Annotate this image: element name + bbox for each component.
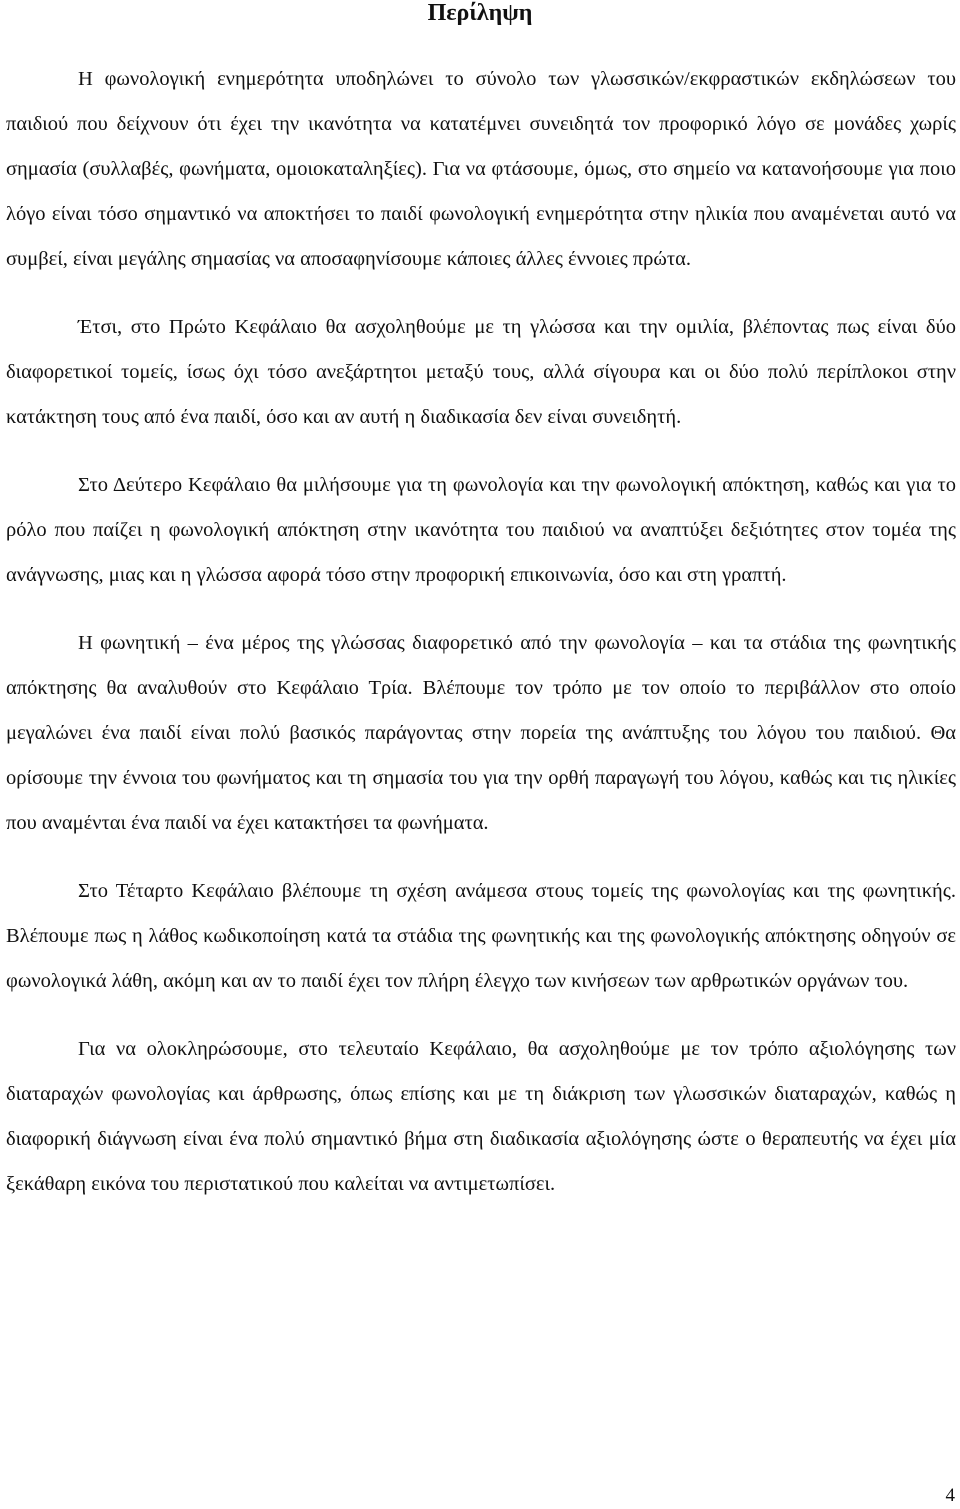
paragraph-5: Στο Τέταρτο Κεφάλαιο βλέπουμε τη σχέση ανάμεσα στους τομείς της φωνολογίας και της φωνητικής. Βλέπουμε πως η λάθος κωδικοποίηση κατά τα στάδια της φωνητικής και της φωνολογικής απόκτησης οδηγούν σε φωνολογικά λάθη, ακόμη και αν το παιδί έχει τον πλήρη έλεγχο των κινήσεων των αρθρωτικών οργάνων του. [6,880,956,992]
paragraph-1: Η φωνολογική ενημερότητα υποδηλώνει το σύνολο των γλωσσικών/εκφραστικών εκδηλώσεων του παιδιού που δείχνουν ότι έχει την ικανότητα να κατατέμνει συνειδητά τον προφορικό λόγο σε μονάδες χωρίς σημασία (συλλαβές, φωνήματα, ομοιοκαταληξίες). Για να φτάσουμε, όμως, στο σημείο να κατανοήσουμε για ποιο λόγο είναι τόσο σημαντικό να αποκτήσει το παιδί φωνολογική ενημερότητα στην ηλικία που αναμένεται αυτό να συμβεί, είναι μεγάλης σημασίας να αποσαφηνίσουμε κάποιες άλλες έννοιες πρώτα. [6,68,956,270]
paragraph-6: Για να ολοκληρώσουμε, στο τελευταίο Κεφάλαιο, θα ασχοληθούμε με τον τρόπο αξιολόγησης των διαταραχών φωνολογίας και άρθρωσης, όπως επίσης και με τη διάκριση των γλωσσικών διαταραχών, καθώς η διαφορική διάγνωση είναι ένα πολύ σημαντικό βήμα στη διαδικασία αξιολόγησης ώστε ο θεραπευτής να έχει μία ξεκάθαρη εικόνα του περιστατικού που καλείται να αντιμετωπίσει. [6,1038,956,1195]
paragraph-4: Η φωνητική – ένα μέρος της γλώσσας διαφορετικό από την φωνολογία – και τα στάδια της φωνητικής απόκτησης θα αναλυθούν στο Κεφάλαιο Τρία. Βλέπουμε τον τρόπο με τον οποίο το περιβάλλον στο οποίο μεγαλώνει ένα παιδί είναι πολύ βασικός παράγοντας στην πορεία της ανάπτυξης του λόγου του παιδιού. Θα ορίσουμε την έννοια του φωνήματος και τη σημασία του για την ορθή παραγωγή του λόγου, καθώς και τις ηλικίες που αναμένται ένα παιδί να έχει κατακτήσει τα φωνήματα. [6,632,956,834]
paragraph-3: Στο Δεύτερο Κεφάλαιο θα μιλήσουμε για τη φωνολογία και την φωνολογική απόκτηση, καθώς και για το ρόλο που παίζει η φωνολογική απόκτηση στην ικανότητα του παιδιού να αναπτύξει δεξιότητες στον τομέα της ανάγνωσης, μιας και η γλώσσα αφορά τόσο στην προφορική επικοινωνία, όσο και στη γραπτή. [6,474,956,586]
page-number: 4 [945,1485,955,1506]
page-title: Περίληψη [427,0,533,26]
body-text [6,57,956,1230]
paragraph-2: Έτσι, στο Πρώτο Κεφάλαιο θα ασχοληθούμε με τη γλώσσα και την ομιλία, βλέποντας πως είναι δύο διαφορετικοί τομείς, ίσως όχι τόσο ανεξάρτητοι μεταξύ τους, αλλά σίγουρα και οι δύο πολύ περίπλοκοι στην κατάκτηση τους από ένα παιδί, όσο και αν αυτή η διαδικασία δεν είναι συνειδητή. [6,316,956,428]
